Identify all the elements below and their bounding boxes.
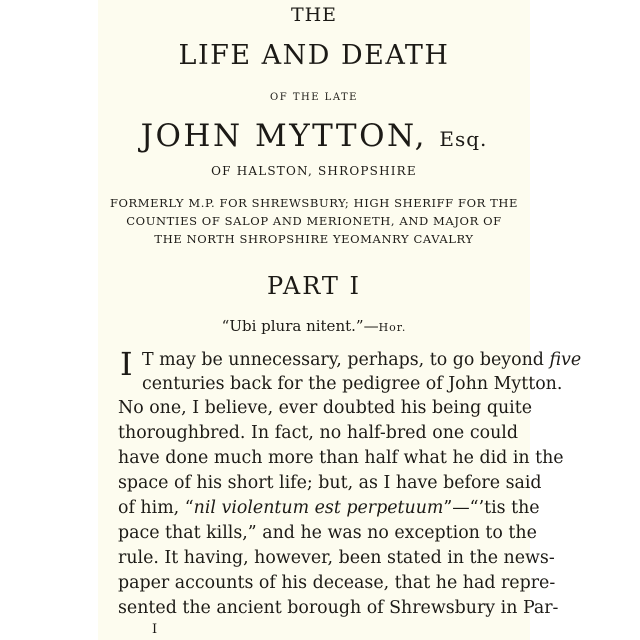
book-page [98, 0, 582, 640]
title-line-the: THE [290, 4, 338, 26]
signature-mark: I [152, 622, 158, 637]
title-name-suffix: Esq. [439, 127, 488, 151]
body-line: rule. It having, however, been stated in the news- [118, 548, 555, 568]
subtitle-line-2: COUNTIES OF SALOP AND MERIONETH, AND MAJOR OF [126, 214, 502, 228]
body-line: pace that kills,” and he was no exception to the [118, 523, 537, 543]
epigraph [98, 317, 530, 335]
body-line: of him, “nil violentum est perpetuum”—“’tis the [118, 498, 540, 518]
subtitle-line-3: THE NORTH SHROPSHIRE YEOMANRY CAVALRY [154, 232, 474, 246]
title-life-and-death: LIFE AND DEATH [178, 40, 450, 71]
body-line: centuries back for the pedigree of John Mytton. [142, 374, 563, 394]
body-line: have done much more than half what he did in the [118, 448, 564, 468]
body-line: thoroughbred. In fact, no half-bred one could [118, 423, 518, 443]
epigraph-author: Hor. [378, 321, 407, 334]
title-of-the-late: OF THE LATE [270, 92, 358, 103]
title-name-text: JOHN MYTTON, [140, 118, 427, 154]
title-name [98, 118, 530, 154]
drop-cap: I [120, 345, 133, 383]
subtitle-line-1: FORMERLY M.P. FOR SHREWSBURY; HIGH SHERIFF FOR THE [109, 196, 519, 210]
epigraph-quote: “Ubi plura nitent.”— [221, 317, 379, 335]
body-line: sented the ancient borough of Shrewsbury in Par- [118, 598, 559, 618]
body-line: paper accounts of his decease, that he had repre- [118, 573, 556, 593]
body-line: No one, I believe, ever doubted his being quite [118, 398, 533, 418]
title-residence: OF HALSTON, SHROPSHIRE [211, 164, 417, 178]
body-line: T may be unnecessary, perhaps, to go beyond five [142, 350, 582, 370]
body-line: space of his short life; but, as I have before said [118, 473, 542, 493]
part-heading: PART I [266, 272, 362, 300]
